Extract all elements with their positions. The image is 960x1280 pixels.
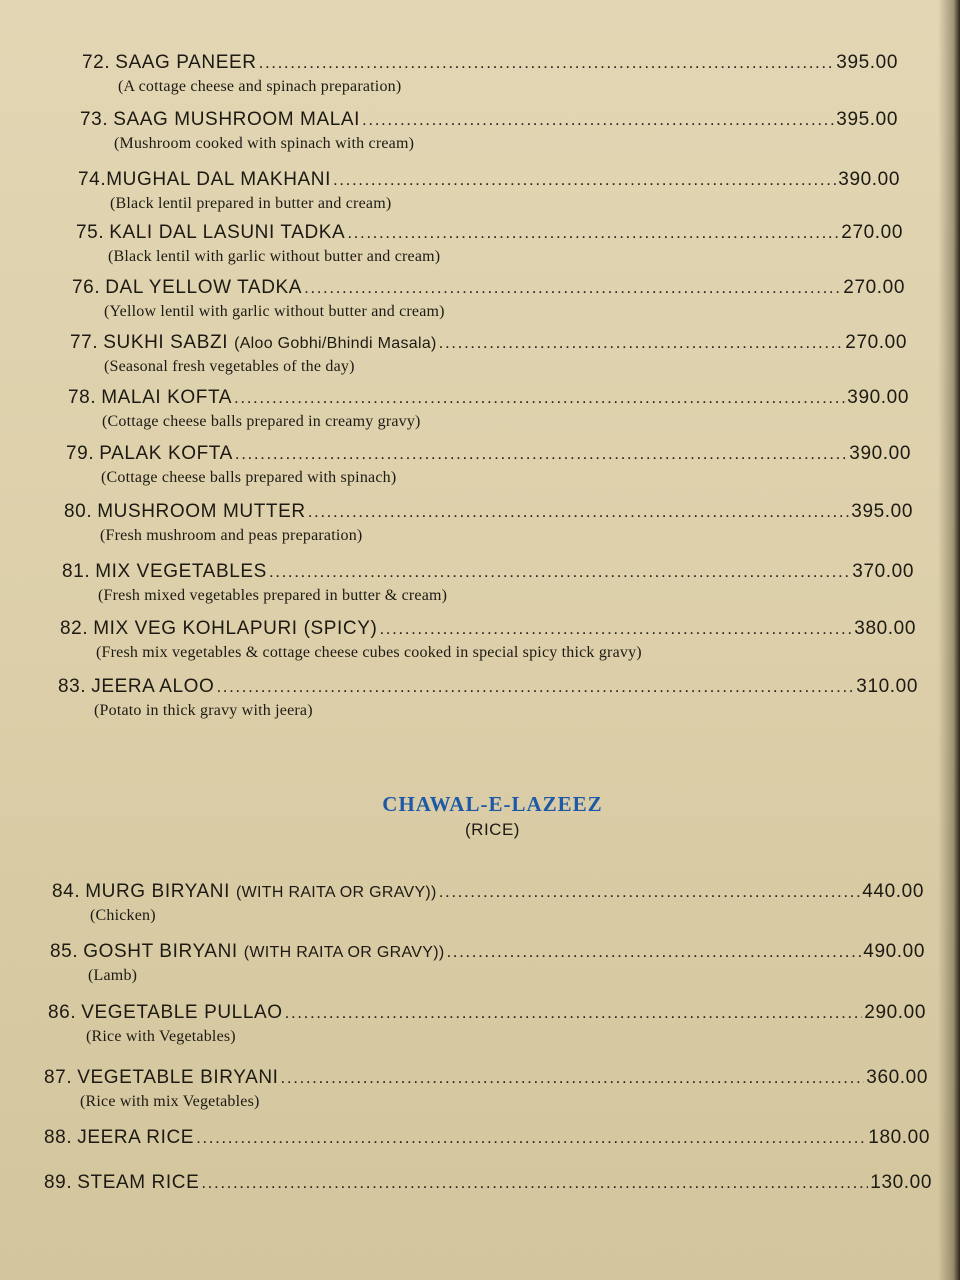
item-name: MUSHROOM MUTTER xyxy=(97,501,306,522)
item-description: (Black lentil prepared in butter and cream) xyxy=(110,195,392,212)
item-name: JEERA ALOO xyxy=(91,676,215,697)
item-price: 180.00 xyxy=(868,1127,930,1148)
menu-item-73 xyxy=(80,109,898,152)
item-number: 74. xyxy=(78,169,107,190)
menu-item-85 xyxy=(50,941,925,984)
item-description: (Cottage cheese balls prepared in creamy gravy) xyxy=(102,413,421,430)
item-price: 390.00 xyxy=(849,443,911,464)
item-description: (Mushroom cooked with spinach with cream) xyxy=(114,135,415,152)
menu-item-81 xyxy=(62,561,914,604)
item-name: SUKHI SABZI xyxy=(103,332,229,353)
dot-leader xyxy=(446,942,861,962)
item-name: MALAI KOFTA xyxy=(101,387,233,408)
dot-leader xyxy=(259,53,835,73)
item-name: MIX VEG KOHLAPURI (SPICY) xyxy=(93,618,378,639)
item-price: 390.00 xyxy=(838,169,900,190)
dot-leader xyxy=(235,444,847,464)
item-price: 395.00 xyxy=(836,52,898,73)
item-description: (Rice with mix Vegetables) xyxy=(80,1093,260,1110)
section-title: CHAWAL-E-LAZEEZ xyxy=(382,792,603,816)
item-price: 395.00 xyxy=(836,109,898,130)
item-description: (Chicken) xyxy=(90,907,156,924)
item-number: 88. xyxy=(44,1127,73,1148)
item-number: 83. xyxy=(58,676,87,697)
item-number: 89. xyxy=(44,1172,73,1193)
item-description: (Rice with Vegetables) xyxy=(86,1028,236,1045)
item-number: 77. xyxy=(70,332,99,353)
item-name: SAAG PANEER xyxy=(115,52,257,73)
dot-leader xyxy=(379,619,852,639)
dot-leader xyxy=(439,333,844,353)
dot-leader xyxy=(333,170,836,190)
item-number: 82. xyxy=(60,618,89,639)
item-note: (WITH RAITA OR GRAVY)) xyxy=(243,944,445,961)
menu-item-77 xyxy=(70,332,907,375)
page-edge-shadow xyxy=(938,0,960,1280)
item-name: VEGETABLE BIRYANI xyxy=(77,1067,279,1088)
item-number: 76. xyxy=(72,277,101,298)
menu-item-86 xyxy=(48,1002,926,1045)
item-number: 85. xyxy=(50,941,79,962)
dot-leader xyxy=(439,882,861,902)
item-number: 75. xyxy=(76,222,105,243)
menu-item-87 xyxy=(44,1067,928,1110)
menu-item-89 xyxy=(44,1172,932,1206)
item-number: 80. xyxy=(64,501,93,522)
item-number: 72. xyxy=(82,52,111,73)
menu-item-83 xyxy=(58,676,918,719)
dot-leader xyxy=(308,502,850,522)
menu-item-78 xyxy=(68,387,909,430)
item-price: 270.00 xyxy=(845,332,907,353)
item-name: PALAK KOFTA xyxy=(99,443,233,464)
menu-item-75 xyxy=(76,222,903,265)
item-number: 78. xyxy=(68,387,97,408)
item-note: (WITH RAITA OR GRAVY)) xyxy=(236,884,437,901)
dot-leader xyxy=(281,1068,865,1088)
menu-item-76 xyxy=(72,277,905,320)
item-price: 370.00 xyxy=(852,561,914,582)
item-name: VEGETABLE PULLAO xyxy=(81,1002,283,1023)
item-number: 73. xyxy=(80,109,109,130)
item-name: SAAG MUSHROOM MALAI xyxy=(113,109,361,130)
item-description: (Fresh mix vegetables & cottage cheese cubes cooked in special spicy thick gravy) xyxy=(96,644,642,661)
dot-leader xyxy=(196,1128,866,1148)
item-note: (Aloo Gobhi/Bhindi Masala) xyxy=(234,335,437,352)
dot-leader xyxy=(362,110,834,130)
dot-leader xyxy=(201,1173,868,1193)
item-name: DAL YELLOW TADKA xyxy=(105,277,303,298)
menu-item-82 xyxy=(60,618,916,661)
item-name: JEERA RICE xyxy=(77,1127,195,1148)
item-name: MURG BIRYANI xyxy=(85,881,231,902)
menu-item-84 xyxy=(52,881,924,924)
dot-leader xyxy=(216,677,854,697)
item-name: KALI DAL LASUNI TADKA xyxy=(109,222,346,243)
item-number: 79. xyxy=(66,443,95,464)
menu-item-80 xyxy=(64,501,913,544)
item-description: (Cottage cheese balls prepared with spinach) xyxy=(101,469,397,486)
item-price: 395.00 xyxy=(851,501,913,522)
item-name: MUGHAL DAL MAKHANI xyxy=(106,169,331,190)
menu-item-79 xyxy=(66,443,911,486)
item-description: (A cottage cheese and spinach preparation) xyxy=(118,78,402,95)
dot-leader xyxy=(285,1003,863,1023)
item-name: GOSHT BIRYANI xyxy=(83,941,238,962)
dot-leader xyxy=(234,388,845,408)
item-description: (Black lentil with garlic without butter and cream) xyxy=(108,248,441,265)
menu-item-72 xyxy=(82,52,898,95)
dot-leader xyxy=(269,562,850,582)
item-number: 87. xyxy=(44,1067,73,1088)
item-number: 84. xyxy=(52,881,81,902)
item-description: (Potato in thick gravy with jeera) xyxy=(94,702,313,719)
section-subtitle: (RICE) xyxy=(465,820,520,839)
dot-leader xyxy=(347,223,839,243)
item-description: (Yellow lentil with garlic without butter and cream) xyxy=(104,303,445,320)
item-name: MIX VEGETABLES xyxy=(95,561,267,582)
item-price: 490.00 xyxy=(863,941,925,962)
item-price: 440.00 xyxy=(862,881,924,902)
item-price: 290.00 xyxy=(864,1002,926,1023)
item-number: 86. xyxy=(48,1002,77,1023)
item-description: (Seasonal fresh vegetables of the day) xyxy=(104,358,355,375)
menu-item-88 xyxy=(44,1127,930,1161)
item-description: (Lamb) xyxy=(88,967,138,984)
dot-leader xyxy=(304,278,841,298)
item-price: 360.00 xyxy=(866,1067,928,1088)
item-price: 310.00 xyxy=(856,676,918,697)
item-price: 130.00 xyxy=(870,1172,932,1193)
menu-item-74 xyxy=(78,169,900,212)
item-name: STEAM RICE xyxy=(77,1172,200,1193)
item-number: 81. xyxy=(62,561,91,582)
item-price: 380.00 xyxy=(854,618,916,639)
item-price: 390.00 xyxy=(847,387,909,408)
item-description: (Fresh mushroom and peas preparation) xyxy=(100,527,363,544)
item-price: 270.00 xyxy=(841,222,903,243)
item-description: (Fresh mixed vegetables prepared in butter & cream) xyxy=(98,587,448,604)
item-price: 270.00 xyxy=(843,277,905,298)
